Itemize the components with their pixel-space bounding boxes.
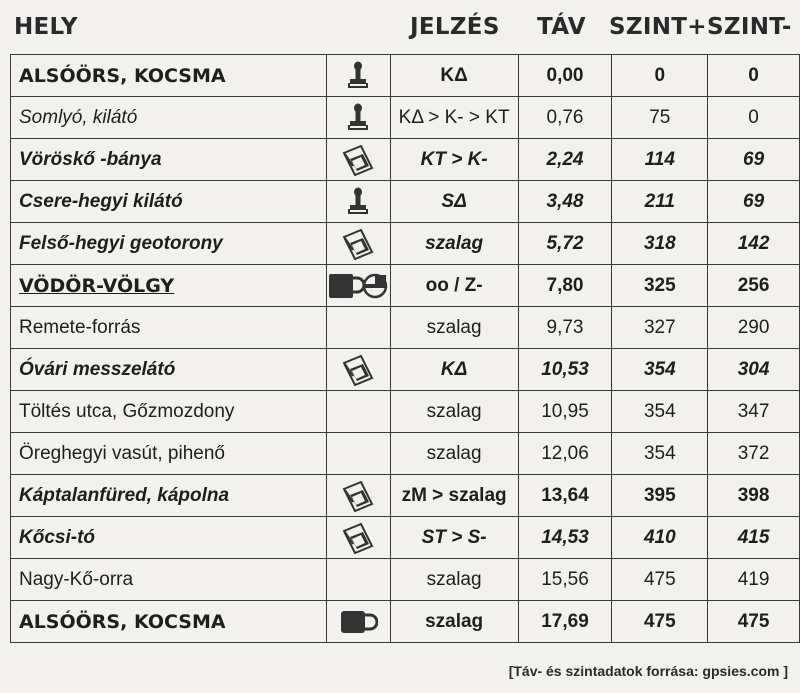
ascent-cell: 410 xyxy=(612,517,708,559)
table-row xyxy=(11,181,800,223)
place-cell: ALSÓÖRS, KOCSMA xyxy=(11,601,327,643)
icon-cell xyxy=(326,55,390,97)
distance-cell: 9,73 xyxy=(518,307,612,349)
ascent-cell: 354 xyxy=(612,433,708,475)
descent-cell: 398 xyxy=(708,475,800,517)
punch-icon xyxy=(341,527,375,548)
icon-cell xyxy=(326,517,390,559)
table-row xyxy=(11,475,800,517)
table-row xyxy=(11,391,800,433)
descent-cell: 475 xyxy=(708,601,800,643)
icon-cell xyxy=(326,349,390,391)
marking-cell: szalag xyxy=(390,223,518,265)
punch-icon xyxy=(341,233,375,254)
marking-cell: KΔ xyxy=(390,349,518,391)
marking-cell: SΔ xyxy=(390,181,518,223)
header-distance: TÁV xyxy=(537,14,586,40)
descent-cell: 347 xyxy=(708,391,800,433)
header-descent: SZINT- xyxy=(707,14,792,40)
table-row xyxy=(11,97,800,139)
marking-cell: szalag xyxy=(390,307,518,349)
descent-cell: 0 xyxy=(708,97,800,139)
icon-cell xyxy=(326,601,390,643)
distance-cell: 10,53 xyxy=(518,349,612,391)
place-cell: Töltés utca, Gőzmozdony xyxy=(11,391,327,433)
ascent-cell: 327 xyxy=(612,307,708,349)
mug-checkpoint-icon xyxy=(327,275,389,296)
marking-cell: KΔ xyxy=(390,55,518,97)
place-cell: Csere-hegyi kilátó xyxy=(11,181,327,223)
distance-cell: 17,69 xyxy=(518,601,612,643)
descent-cell: 304 xyxy=(708,349,800,391)
ascent-cell: 325 xyxy=(612,265,708,307)
header-marking: JELZÉS xyxy=(410,14,500,40)
place-cell: Remete-forrás xyxy=(11,307,327,349)
ascent-cell: 114 xyxy=(612,139,708,181)
marking-cell: szalag xyxy=(390,559,518,601)
distance-cell: 12,06 xyxy=(518,433,612,475)
table-row xyxy=(11,601,800,643)
marking-cell: KT > K- xyxy=(390,139,518,181)
marking-cell: zM > szalag xyxy=(390,475,518,517)
source-note: [Táv- és szintadatok forrása: gpsies.com ] xyxy=(508,663,788,679)
distance-cell: 10,95 xyxy=(518,391,612,433)
punch-icon xyxy=(341,359,375,380)
table-row xyxy=(11,559,800,601)
place-cell: Öreghegyi vasút, pihenő xyxy=(11,433,327,475)
ascent-cell: 354 xyxy=(612,349,708,391)
header-ascent: SZINT+ xyxy=(609,14,707,40)
ascent-cell: 475 xyxy=(612,601,708,643)
distance-cell: 7,80 xyxy=(518,265,612,307)
marking-cell: ST > S- xyxy=(390,517,518,559)
icon-cell xyxy=(326,307,390,349)
place-cell: Káptalanfüred, kápolna xyxy=(11,475,327,517)
descent-cell: 415 xyxy=(708,517,800,559)
ascent-cell: 475 xyxy=(612,559,708,601)
table-row xyxy=(11,139,800,181)
place-cell: Somlyó, kilátó xyxy=(11,97,327,139)
descent-cell: 290 xyxy=(708,307,800,349)
distance-cell: 2,24 xyxy=(518,139,612,181)
table-row xyxy=(11,349,800,391)
place-cell: Vöröskő -bánya xyxy=(11,139,327,181)
icon-cell xyxy=(326,181,390,223)
marking-cell: szalag xyxy=(390,433,518,475)
place-cell: Óvári messzelátó xyxy=(11,349,327,391)
descent-cell: 0 xyxy=(708,55,800,97)
ascent-cell: 318 xyxy=(612,223,708,265)
icon-cell xyxy=(326,391,390,433)
descent-cell: 419 xyxy=(708,559,800,601)
table-header xyxy=(0,0,800,52)
distance-cell: 0,76 xyxy=(518,97,612,139)
distance-cell: 0,00 xyxy=(518,55,612,97)
punch-icon xyxy=(341,485,375,506)
icon-cell xyxy=(326,139,390,181)
descent-cell: 256 xyxy=(708,265,800,307)
table-row xyxy=(11,517,800,559)
table-row xyxy=(11,433,800,475)
marking-cell: szalag xyxy=(390,601,518,643)
icon-cell xyxy=(326,223,390,265)
icon-cell xyxy=(326,433,390,475)
marking-cell: oo / Z- xyxy=(390,265,518,307)
ascent-cell: 75 xyxy=(612,97,708,139)
ascent-cell: 211 xyxy=(612,181,708,223)
ascent-cell: 354 xyxy=(612,391,708,433)
mug-icon xyxy=(338,611,378,632)
descent-cell: 372 xyxy=(708,433,800,475)
header-place: HELY xyxy=(14,14,78,40)
icon-cell xyxy=(326,559,390,601)
table-row xyxy=(11,307,800,349)
descent-cell: 69 xyxy=(708,139,800,181)
marking-cell: szalag xyxy=(390,391,518,433)
place-cell: Nagy-Kő-orra xyxy=(11,559,327,601)
distance-cell: 3,48 xyxy=(518,181,612,223)
marking-cell: KΔ > K- > KT xyxy=(390,97,518,139)
descent-cell: 69 xyxy=(708,181,800,223)
table-row xyxy=(11,223,800,265)
distance-cell: 5,72 xyxy=(518,223,612,265)
icon-cell xyxy=(326,475,390,517)
place-cell: ALSÓÖRS, KOCSMA xyxy=(11,55,327,97)
distance-cell: 13,64 xyxy=(518,475,612,517)
place-cell: VÖDÖR-VÖLGY xyxy=(11,265,327,307)
icon-cell xyxy=(326,265,390,307)
stamp-icon xyxy=(347,107,369,128)
route-table xyxy=(10,54,800,643)
place-cell: Kőcsi-tó xyxy=(11,517,327,559)
place-cell: Felső-hegyi geotorony xyxy=(11,223,327,265)
table-row xyxy=(11,55,800,97)
distance-cell: 15,56 xyxy=(518,559,612,601)
ascent-cell: 0 xyxy=(612,55,708,97)
descent-cell: 142 xyxy=(708,223,800,265)
distance-cell: 14,53 xyxy=(518,517,612,559)
ascent-cell: 395 xyxy=(612,475,708,517)
stamp-icon xyxy=(347,191,369,212)
table-row xyxy=(11,265,800,307)
icon-cell xyxy=(326,97,390,139)
stamp-icon xyxy=(347,65,369,86)
punch-icon xyxy=(341,149,375,170)
